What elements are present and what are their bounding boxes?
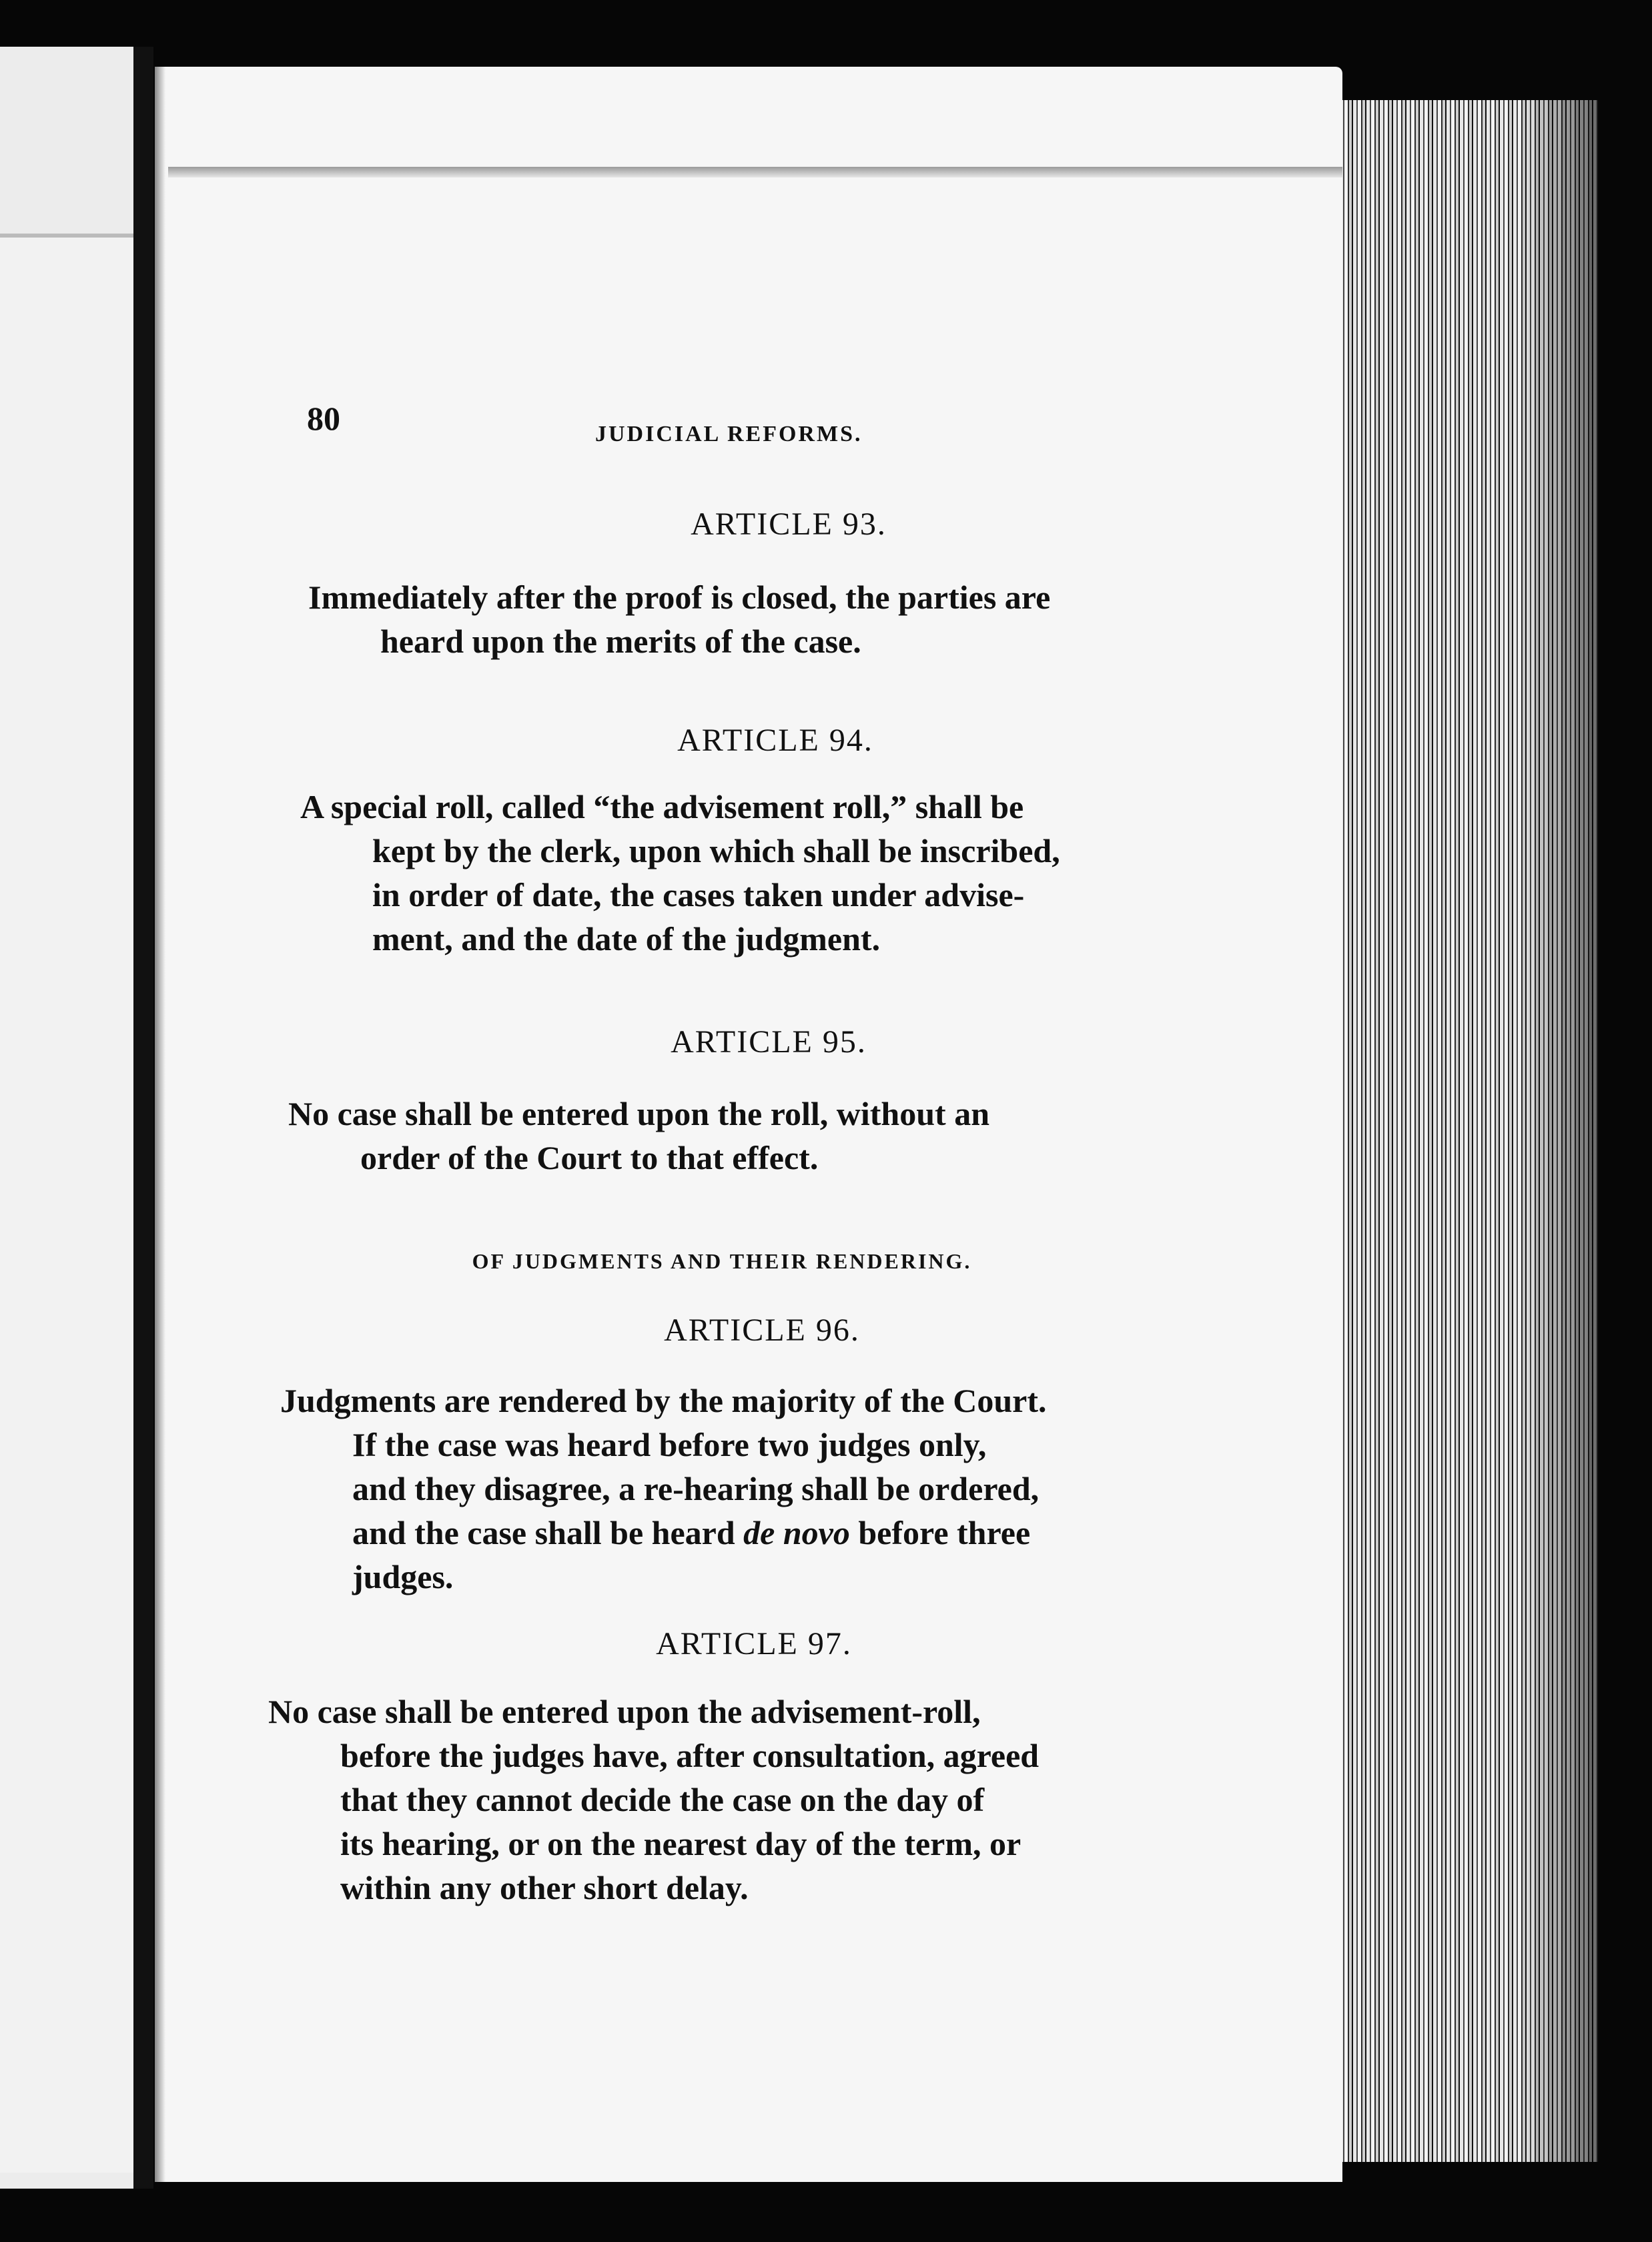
text-line: If the case was heard before two judges only,	[352, 1426, 987, 1463]
text-line: within any other short delay.	[340, 1869, 749, 1906]
article-94-text	[300, 785, 1060, 961]
page-edges-shadow	[1518, 100, 1598, 2162]
article-95-text	[288, 1092, 989, 1180]
text-line: judges.	[352, 1558, 454, 1595]
page-number: 80	[307, 400, 340, 437]
text-line: kept by the clerk, upon which shall be inscribed,	[372, 832, 1060, 869]
article-96-heading: ARTICLE 96.	[664, 1313, 860, 1348]
article-93-heading: ARTICLE 93.	[691, 506, 887, 542]
running-head: JUDICIAL REFORMS.	[595, 422, 863, 446]
text-line: its hearing, or on the nearest day of the term, or	[340, 1825, 1021, 1862]
text-line	[280, 1511, 1047, 1555]
article-97-text	[268, 1690, 1039, 1910]
article-93-text	[308, 575, 1050, 663]
text-line: before the judges have, after consultation, agreed	[340, 1737, 1040, 1774]
text-line: Immediately after the proof is closed, the parties are	[308, 579, 1051, 616]
text-line: that they cannot decide the case on the day of	[340, 1781, 985, 1818]
text-fragment: before three	[849, 1514, 1031, 1551]
text-line: No case shall be entered upon the advisement-roll,	[268, 1693, 981, 1730]
text-fragment: and the case shall be heard	[352, 1514, 744, 1551]
article-96-text	[280, 1379, 1047, 1599]
text-line: order of the Court to that effect.	[360, 1139, 819, 1176]
book-page-edges	[1318, 100, 1598, 2162]
page-content	[155, 0, 1316, 2242]
text-line: heard upon the merits of the case.	[380, 623, 861, 660]
section-heading: OF JUDGMENTS AND THEIR RENDERING.	[472, 1249, 972, 1273]
text-line: ment, and the date of the judgment.	[372, 920, 881, 958]
italic-phrase: de novo	[743, 1514, 850, 1551]
article-95-heading: ARTICLE 95.	[671, 1024, 867, 1060]
article-97-heading: ARTICLE 97.	[656, 1626, 852, 1661]
text-line: A special roll, called “the advisement roll,” shall be	[300, 788, 1024, 825]
left-facing-page	[0, 47, 153, 2189]
text-line: Judgments are rendered by the majority of the Court.	[280, 1382, 1047, 1419]
left-page-edge	[0, 234, 133, 2173]
article-94-heading: ARTICLE 94.	[677, 723, 873, 758]
text-line: and they disagree, a re-hearing shall be ordered,	[352, 1470, 1040, 1507]
text-line: No case shall be entered upon the roll, without an	[288, 1095, 990, 1132]
text-line: in order of date, the cases taken under advise-	[372, 876, 1025, 913]
